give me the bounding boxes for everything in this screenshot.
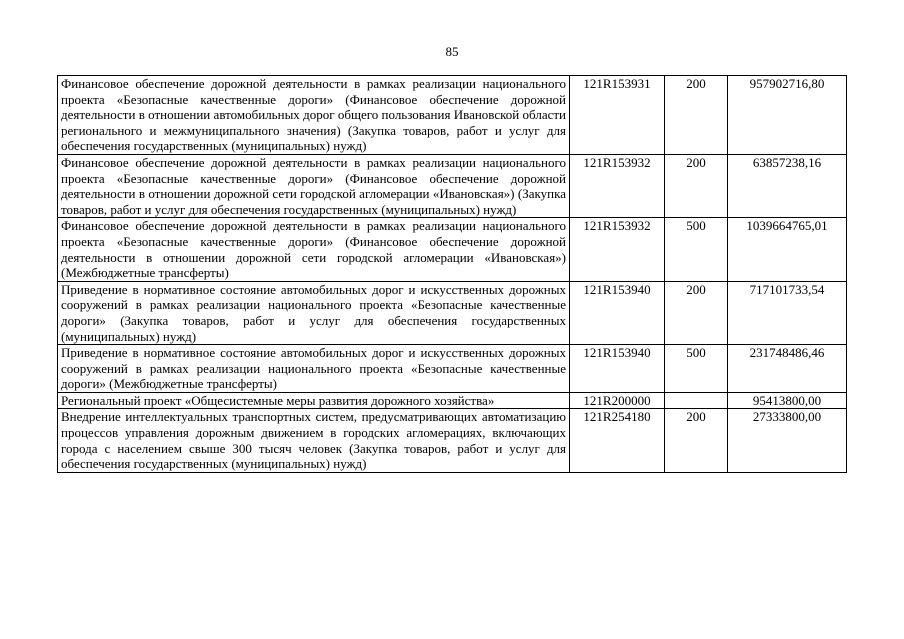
expense-type-cell: 500 [665, 345, 728, 393]
page-number: 85 [445, 44, 459, 59]
target-code-cell: 121R153931 [570, 76, 665, 155]
table-row [58, 345, 847, 393]
amount-cell: 231748486,46 [728, 345, 847, 393]
row-name-cell: Внедрение интеллектуальных транспортных систем, предусматривающих автоматизацию процессов управления дорожным движением в городских агломерациях, включающих города с населением свыше 300 тысяч человек (Закупка товаров, работ и услуг для обеспечения государственных (муниципальных) нужд) [58, 409, 570, 472]
table-row [58, 218, 847, 281]
expense-type-cell: 200 [665, 281, 728, 344]
amount-cell: 95413800,00 [728, 392, 847, 409]
budget-table-body [58, 76, 847, 473]
target-code-cell: 121R200000 [570, 392, 665, 409]
row-name-cell: Приведение в нормативное состояние автомобильных дорог и искусственных дорожных сооружений в рамках реализации национального проекта «Безопасные качественные дороги» (Межбюджетные трансферты) [58, 345, 570, 393]
expense-type-cell: 200 [665, 409, 728, 472]
expense-type-cell: 200 [665, 154, 728, 217]
amount-cell: 717101733,54 [728, 281, 847, 344]
target-code-cell: 121R153940 [570, 281, 665, 344]
row-name-cell: Финансовое обеспечение дорожной деятельности в рамках реализации национального проекта «Безопасные качественные дороги» (Финансовое обеспечение дорожной деятельности в отношении дорожной сети городской агломерации «Ивановская») (Межбюджетные трансферты) [58, 218, 570, 281]
row-name-cell: Региональный проект «Общесистемные меры развития дорожного хозяйства» [58, 392, 570, 409]
amount-cell: 27333800,00 [728, 409, 847, 472]
budget-table [57, 75, 847, 473]
table-row [58, 281, 847, 344]
row-name-cell: Финансовое обеспечение дорожной деятельности в рамках реализации национального проекта «Безопасные качественные дороги» (Финансовое обеспечение дорожной деятельности в отношении дорожной сети городской агломерации «Ивановская») (Закупка товаров, работ и услуг для обеспечения государственных (муниципальных) нужд) [58, 154, 570, 217]
expense-type-cell [665, 392, 728, 409]
table-row [58, 409, 847, 472]
table-row [58, 76, 847, 155]
amount-cell: 63857238,16 [728, 154, 847, 217]
amount-cell: 1039664765,01 [728, 218, 847, 281]
target-code-cell: 121R153932 [570, 154, 665, 217]
amount-cell: 957902716,80 [728, 76, 847, 155]
target-code-cell: 121R254180 [570, 409, 665, 472]
table-row [58, 154, 847, 217]
target-code-cell: 121R153940 [570, 345, 665, 393]
expense-type-cell: 500 [665, 218, 728, 281]
target-code-cell: 121R153932 [570, 218, 665, 281]
table-row [58, 392, 847, 409]
row-name-cell: Финансовое обеспечение дорожной деятельности в рамках реализации национального проекта «Безопасные качественные дороги» (Финансовое обеспечение дорожной деятельности в отношении автомобильных дорог общего пользования Ивановской области регионального и межмуниципального значения) (Закупка товаров, работ и услуг для обеспечения государственных (муниципальных) нужд) [58, 76, 570, 155]
row-name-cell: Приведение в нормативное состояние автомобильных дорог и искусственных дорожных сооружений в рамках реализации национального проекта «Безопасные качественные дороги» (Закупка товаров, работ и услуг для обеспечения государственных (муниципальных) нужд) [58, 281, 570, 344]
expense-type-cell: 200 [665, 76, 728, 155]
